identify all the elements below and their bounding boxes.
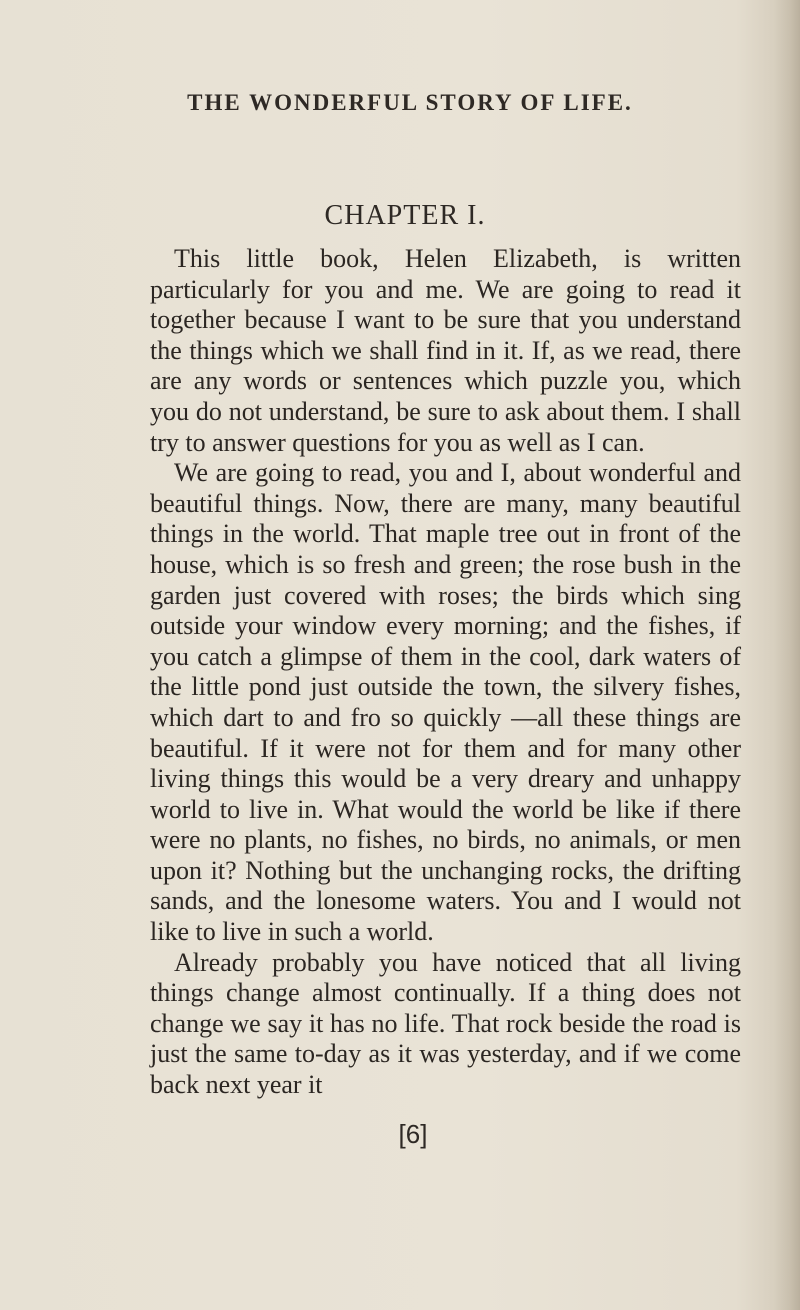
chapter-title: CHAPTER I. <box>324 200 486 231</box>
paragraph-3: Already probably you have noticed that all living things change almost continually. If a thing does not change we say it has no life. That rock beside the road is just the same to-day as it was yesterday, and if we come back next year it <box>150 947 741 1100</box>
paragraph-2: We are going to read, you and I, about wonderful and beautiful things. Now, there are many, many beautiful things in the world. That maple tree out in front of the house, which is so fresh and green; the rose bush in the garden just covered with roses; the birds which sing outside your window every morning; and the fishes, if you catch a glimpse of them in the cool, dark waters of the little pond just outside the town, the silvery fishes, which dart to and fro so quickly —all these things are beautiful. If it were not for them and for many other living things this would be a very dreary and unhappy world to live in. What would the world be like if there were no plants, no fishes, no birds, no animals, or men upon it? Nothing but the unchanging rocks, the drifting sands, and the lonesome waters. You and I would not like to live in such a world. <box>150 458 741 947</box>
body-text <box>150 244 741 1101</box>
page-number: [6] <box>398 1119 428 1149</box>
page-edge-shadow <box>774 0 800 1310</box>
paragraph-1: This little book, Helen Elizabeth, is written particularly for you and me. We are going to read it together because I want to be sure that you understand the things which we shall find in it. If, as we read, there are any words or sentences which puzzle you, which you do not understand, be sure to ask about them. I shall try to answer questions for you as well as I can. <box>150 244 741 457</box>
running-head: THE WONDERFUL STORY OF LIFE. <box>187 90 633 115</box>
